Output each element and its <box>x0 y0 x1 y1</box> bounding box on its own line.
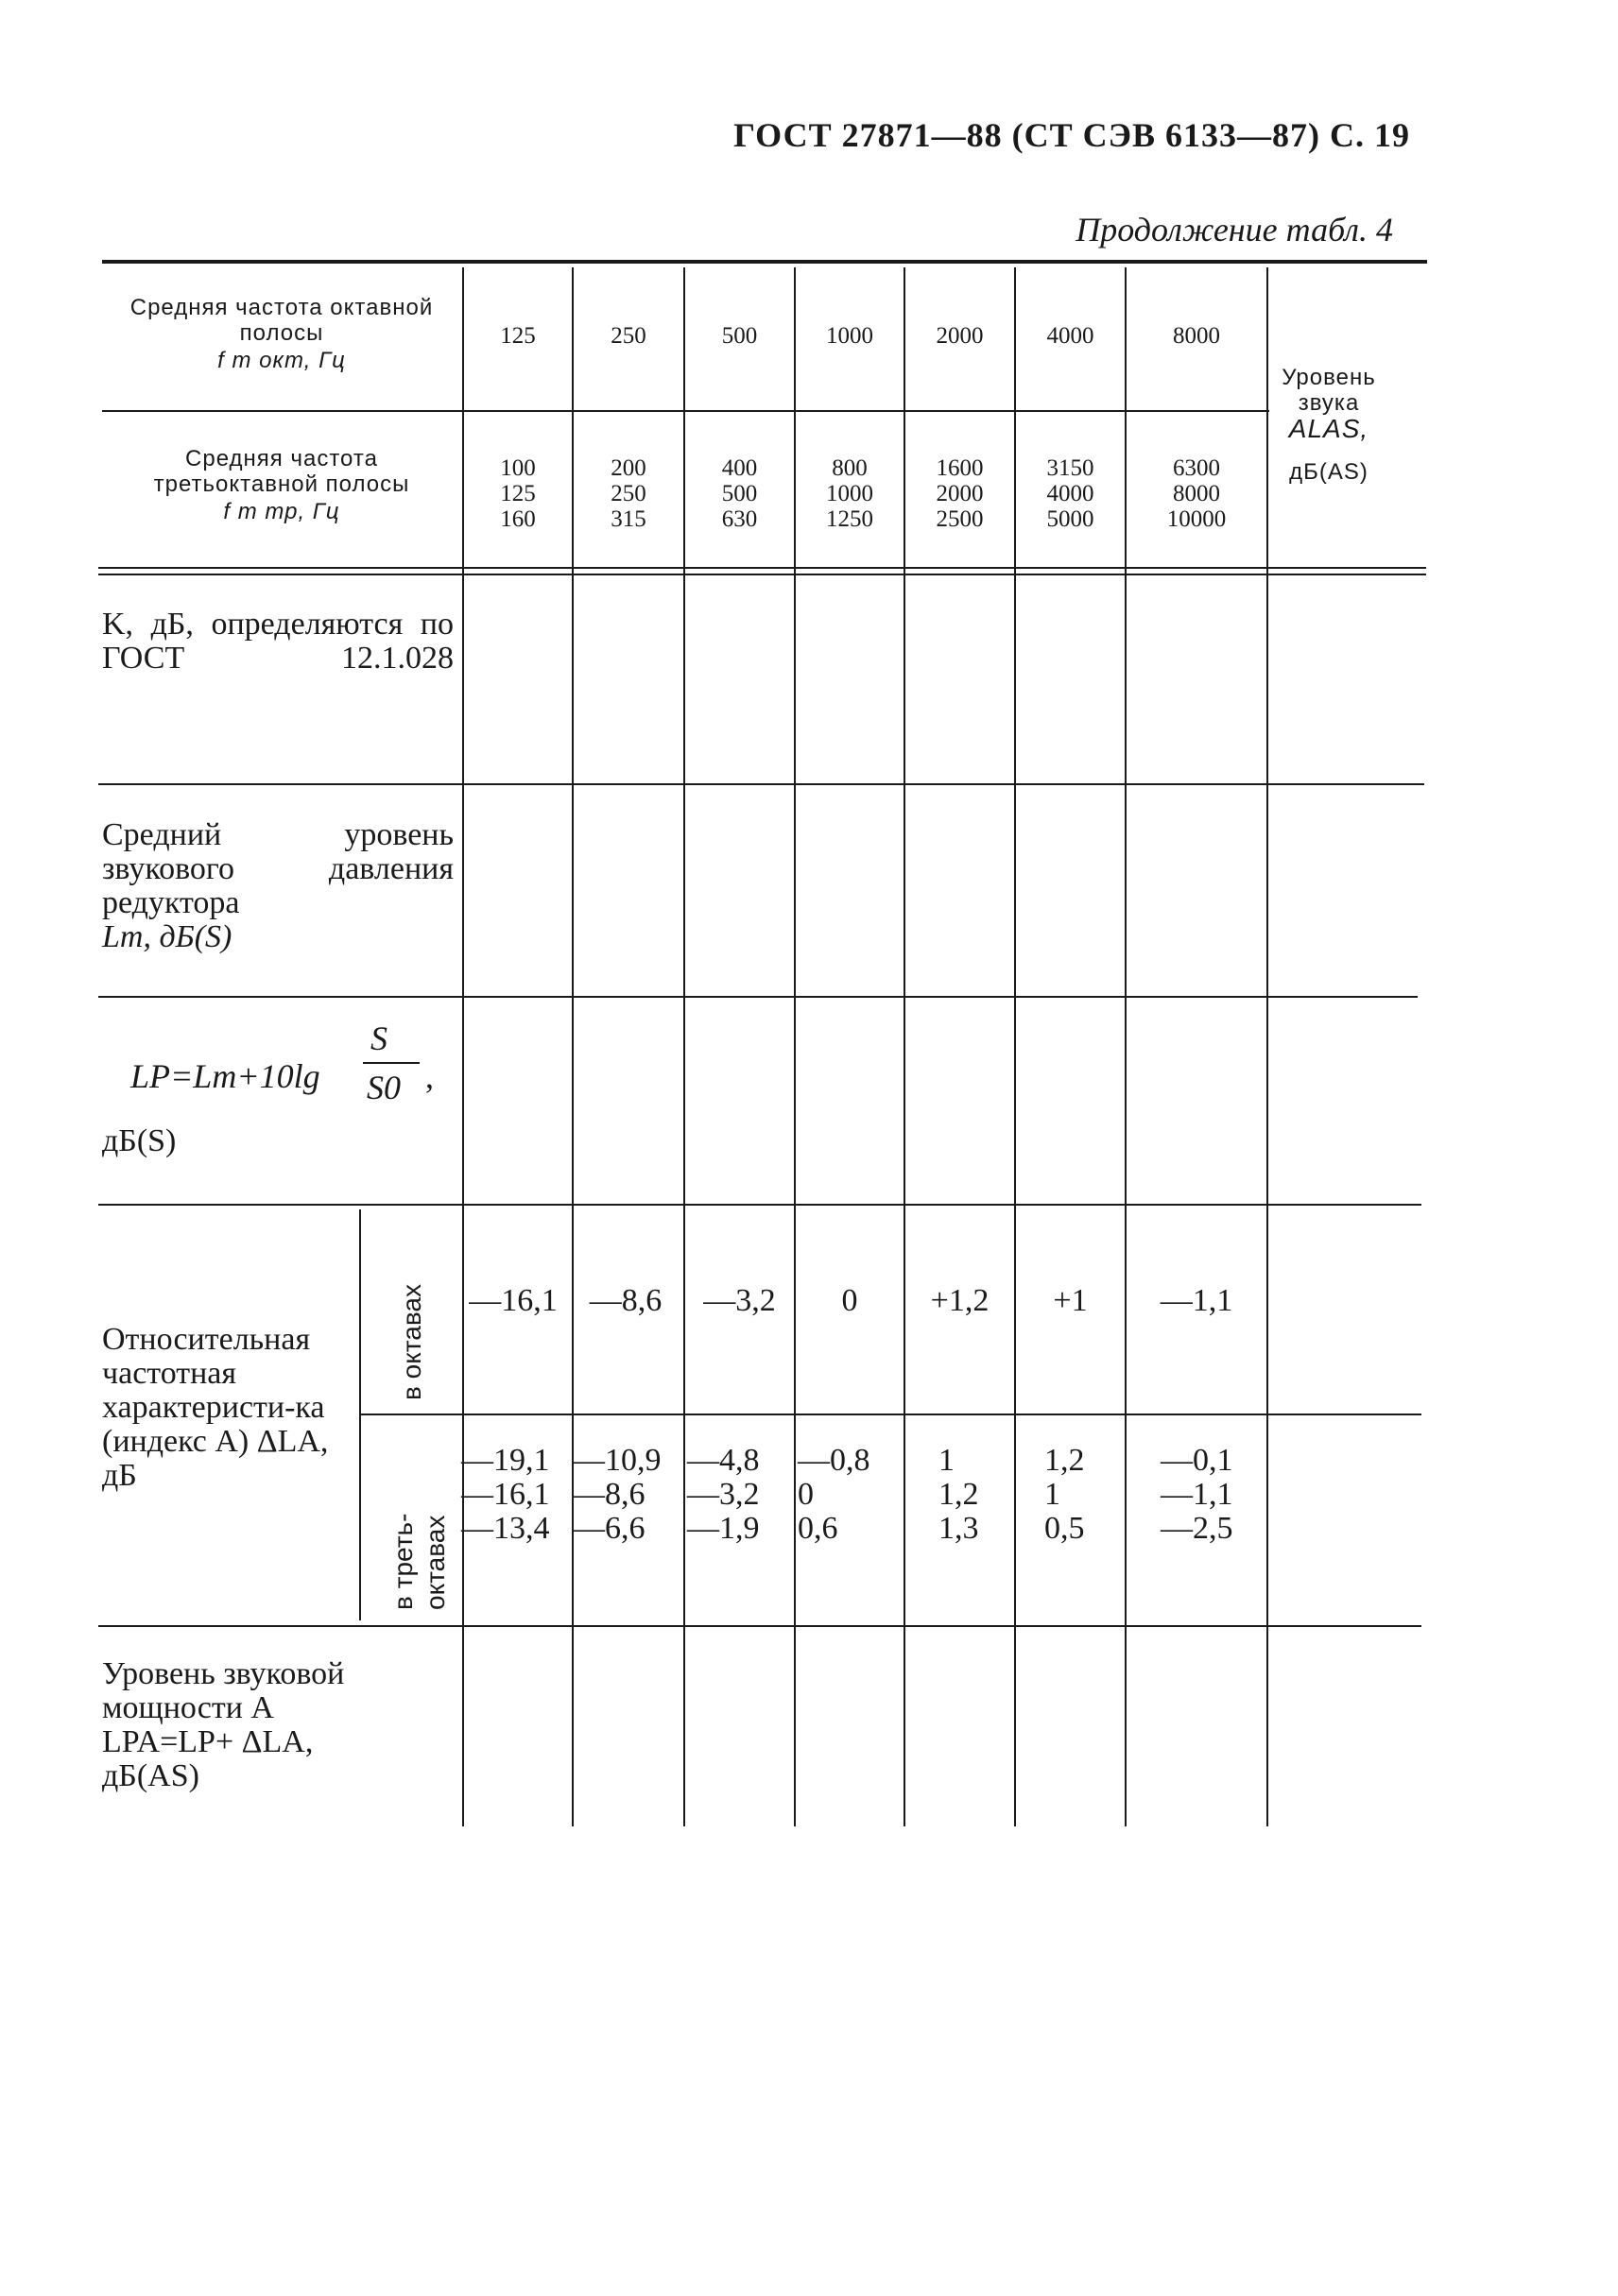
third-freq-group: 6300 8000 10000 <box>1166 455 1227 532</box>
octave-freq: 500 <box>721 323 758 349</box>
lp-fraction-denominator: S0 <box>367 1069 401 1106</box>
row-rule-octave <box>359 1414 1421 1415</box>
row-label-lm-3: редуктора <box>102 885 240 920</box>
row-label-lm-2: звукового давления <box>102 851 454 886</box>
rel-third-values: —0,8 0 0,6 <box>798 1443 870 1546</box>
third-freq-group: 100 125 160 <box>500 455 536 532</box>
rel-sub-col-line <box>359 1209 361 1620</box>
octave-subheader: в октавах <box>397 1283 426 1400</box>
rel-octave-value: +1 <box>1053 1283 1088 1318</box>
third-header-unit: f m тр, Гц <box>223 499 340 524</box>
table-top-rule <box>102 260 1427 264</box>
sound-level-header: Уровень звука <box>1282 365 1376 416</box>
rel-octave-value: —16,1 <box>469 1283 558 1318</box>
table-continuation-note: Продолжение табл. 4 <box>1076 211 1393 248</box>
header-bottom-rule-2 <box>98 574 1426 575</box>
octave-freq: 1000 <box>826 323 873 349</box>
octave-freq: 250 <box>611 323 646 349</box>
rel-octave-value: —8,6 <box>589 1283 663 1318</box>
sound-level-unit: дБ(AS) <box>1289 459 1368 485</box>
rel-octave-value: —3,2 <box>703 1283 776 1318</box>
header-mid-rule <box>102 410 1269 412</box>
third-freq-group: 800 1000 1250 <box>826 455 873 532</box>
row-label-lm-1: Средний уровень <box>102 817 454 852</box>
rel-third-values: —19,1 —16,1 —13,4 <box>461 1443 550 1546</box>
octave-header-unit: f m окт, Гц <box>217 348 346 373</box>
row-rule-k <box>98 783 1424 785</box>
rel-octave-value: +1,2 <box>930 1283 990 1318</box>
octave-header-label: Средняя частота октавной полосы <box>129 295 434 346</box>
sound-level-symbol: ALAS, <box>1288 414 1369 443</box>
row-rule-rel <box>98 1625 1421 1627</box>
octave-freq: 125 <box>500 323 536 349</box>
third-freq-group: 3150 4000 5000 <box>1046 455 1094 532</box>
header-bottom-rule <box>98 567 1426 569</box>
rel-third-values: 1,2 1 0,5 <box>1044 1443 1085 1546</box>
rel-octave-value: —1,1 <box>1160 1283 1233 1318</box>
rel-octave-value: 0 <box>841 1283 858 1318</box>
octave-freq: 4000 <box>1046 323 1094 349</box>
row-label-lm-4: Lm, дБ(S) <box>102 919 232 954</box>
lp-formula: LP=Lm+10lg <box>130 1057 320 1095</box>
page-header: ГОСТ 27871—88 (СТ СЭВ 6133—87) С. 19 <box>733 116 1410 154</box>
rel-third-values: —10,9 —8,6 —6,6 <box>573 1443 662 1546</box>
row-label-k: K, дБ, определяются по ГОСТ 12.1.028 <box>102 607 454 676</box>
third-freq-group: 400 500 630 <box>721 455 758 532</box>
row-label-sound-power: Уровень звуковой мощности А LPA=LP+ ΔLA, дБ(AS) <box>102 1656 345 1793</box>
third-freq-group: 1600 2000 2500 <box>936 455 984 532</box>
third-freq-group: 200 250 315 <box>611 455 646 532</box>
lp-unit: дБ(S) <box>102 1123 177 1158</box>
octave-freq: 8000 <box>1173 323 1220 349</box>
rel-third-values: —0,1 —1,1 —2,5 <box>1161 1443 1233 1546</box>
rel-third-values: 1 1,2 1,3 <box>938 1443 979 1546</box>
octave-freq: 2000 <box>936 323 984 349</box>
lp-formula-comma: , <box>425 1057 434 1095</box>
row-label-relative-response: Относительная частотная характеристи-ка (индекс А) ΔLA, дБ <box>102 1322 329 1493</box>
row-rule-lm <box>98 996 1418 998</box>
row-rule-lp <box>98 1204 1421 1206</box>
lp-fraction-numerator: S <box>370 1019 387 1057</box>
third-octave-subheader: в треть-октавах <box>388 1513 450 1610</box>
col-line-8 <box>1266 267 1268 1826</box>
lp-fraction-bar <box>363 1062 420 1064</box>
third-header-label: Средняя частота третьоктавной полосы <box>153 446 410 497</box>
rel-third-values: —4,8 —3,2 —1,9 <box>687 1443 760 1546</box>
